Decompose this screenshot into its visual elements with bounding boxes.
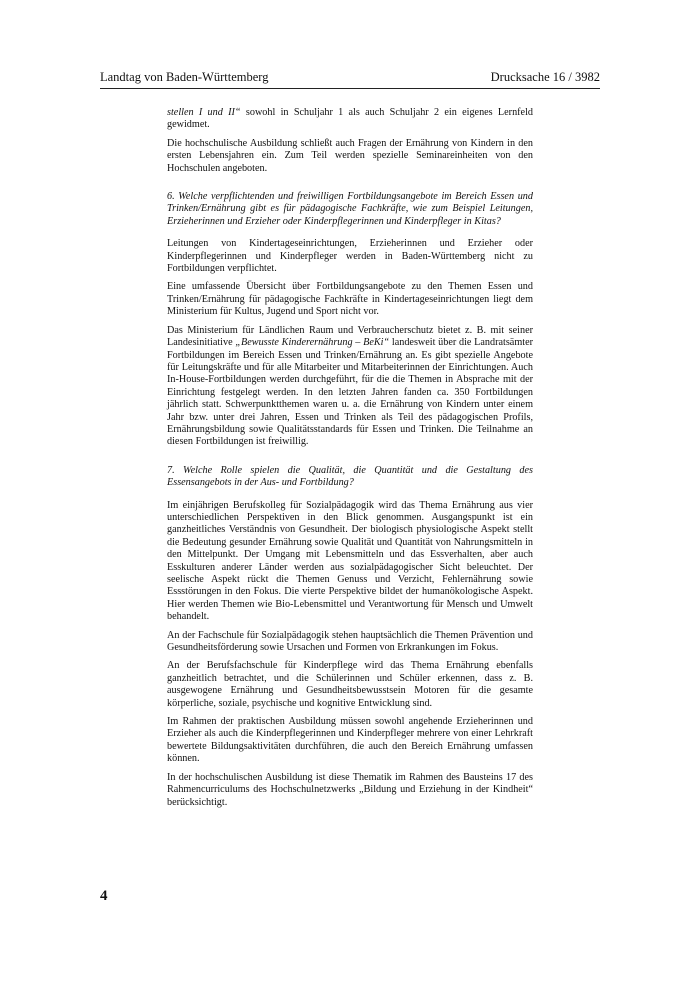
paragraph: An der Berufsfachschule für Kinderpflege wird das Thema Ernährung ebenfalls ganzheitlich betrachtet, und die Schülerinnen und Schüler erkennen, dass z. B. ausgewogene Ernährung und Gesundheitsbewusstsein Motoren für die gesamte körperliche, soziale, psychische und kognitive Entwicklung sind.	[167, 660, 533, 709]
italic-fragment: „Bewusste Kinderernährung – BeKi“	[235, 337, 390, 349]
paragraph: In der hochschulischen Ausbildung ist diese Thematik im Rahmen des Bausteins 17 des Rahmencurriculums des Hochschulnetzwerks „Bildung und Erziehung in der Kindheit“ berücksichtigt.	[167, 771, 533, 808]
italic-fragment: stellen I und II“	[167, 107, 241, 118]
document-body	[167, 107, 533, 815]
paragraph-text: landesweit über die Landratsämter Fortbildungen im Bereich Essen und Trinken/Ernährung an. Es gibt spezielle Angebote für Leitungskräfte und für alle Mitarbeiter und Mitarbeiterinnen der Einrichtungen. Auch In-House-Fortbildungen werden durchgeführt, für die die Themen in Absprache mit der Einrichtung festgelegt werden. In den letzten Jahren fanden ca. 350 Fortbildungen jährlich statt. Schwerpunktthemen waren u. a. die Ernährung von Kindern unter einem Jahr bzw. unter drei Jahren, Essen und Trinken als Teil des pädagogischen Profils, Ernährungsbildung sowie Qualitätsstandards für Essen und Trinken. Die Teilnahme an diesen Fortbildungen ist freiwillig.	[167, 337, 533, 448]
header-document-number: Drucksache 16 / 3982	[490, 70, 600, 84]
paragraph: An der Fachschule für Sozialpädagogik stehen hauptsächlich die Themen Prävention und Gesundheitsförderung sowie Ursachen und Formen von Erkrankungen im Fokus.	[167, 629, 533, 654]
paragraph: Eine umfassende Übersicht über Fortbildungsangebote zu den Themen Essen und Trinken/Ernährung für pädagogische Fachkräfte in Kindertageseinrichtungen liegt dem Ministerium für Kultus, Jugend und Sport nicht vor.	[167, 281, 533, 318]
paragraph-text: Das Ministerium für Ländlichen Raum und Verbraucherschutz bietet z. B. mit seiner Landesinitiative	[167, 324, 533, 349]
question-6: 6. Welche verpflichtenden und freiwilligen Fortbildungsangebote im Bereich Essen und Trinken/Ernährung gibt es für pädagogische Fachkräfte, wie zum Beispiel Leitungen, Erzieherinnen und Erzieher oder Kinderpflegerinnen und Kinderpfleger in Kitas?	[167, 191, 533, 227]
question-7: 7. Welche Rolle spielen die Qualität, die Quantität und die Gestaltung des Essensangebots in der Aus- und Fortbildung?	[167, 464, 533, 489]
header-parliament-name: Landtag von Baden-Württemberg	[100, 70, 269, 84]
header-rule	[100, 88, 600, 89]
page-number: 4	[100, 888, 108, 904]
paragraph-continuation	[167, 107, 533, 132]
paragraph-text: sowohl in Schuljahr 1 als auch Schuljahr 2 ein eigenes Lernfeld gewidmet.	[167, 107, 534, 131]
paragraph: Die hochschulische Ausbildung schließt auch Fragen der Ernährung von Kindern in den ersten Lebensjahren ein. Zum Teil werden spezielle Seminareinheiten von den Hochschulen angeboten.	[167, 137, 533, 174]
paragraph	[167, 325, 533, 449]
paragraph: Im Rahmen der praktischen Ausbildung müssen sowohl angehende Erzieherinnen und Erzieher als auch die Kinderpflegerinnen und Kinderpfleger mehrere von einer Lehrkraft bewertete Bildungsaktivitäten durchführen, die auch den Bereich Ernährung umfassen können.	[167, 716, 533, 765]
paragraph: Im einjährigen Berufskolleg für Sozialpädagogik wird das Thema Ernährung aus vier unterschiedlichen Perspektiven in den Blick genommen. Ausgangspunkt ist ein ganzheitliches Verständnis von Gesundheit. Der biologisch physiologische Aspekt stellt die Bedeutung gesunder Ernährung sowie Qualität und Quantität von Nahrungsmitteln in den Mittelpunkt. Der Umgang mit Lebensmitteln und das Essverhalten, aber auch Esskulturen anderer Länder werden aus sozialpädagogischer Sicht beleuchtet. Der seelische Aspekt rückt die Themen Genuss und Verzicht, Fehlernährung sowie Essstörungen in den Fokus. Die vierte Perspektive bildet der humanökologische Aspekt. Hier werden Themen wie Bio-Lebensmittel und Verantwortung für Mensch und Umwelt behandelt.	[167, 499, 533, 623]
page-header	[100, 70, 600, 88]
paragraph: Leitungen von Kindertageseinrichtungen, Erzieherinnen und Erzieher oder Kinderpflegerinnen und Kinderpfleger werden in Baden-Württemberg nicht zu Fortbildungen verpflichtet.	[167, 238, 533, 275]
